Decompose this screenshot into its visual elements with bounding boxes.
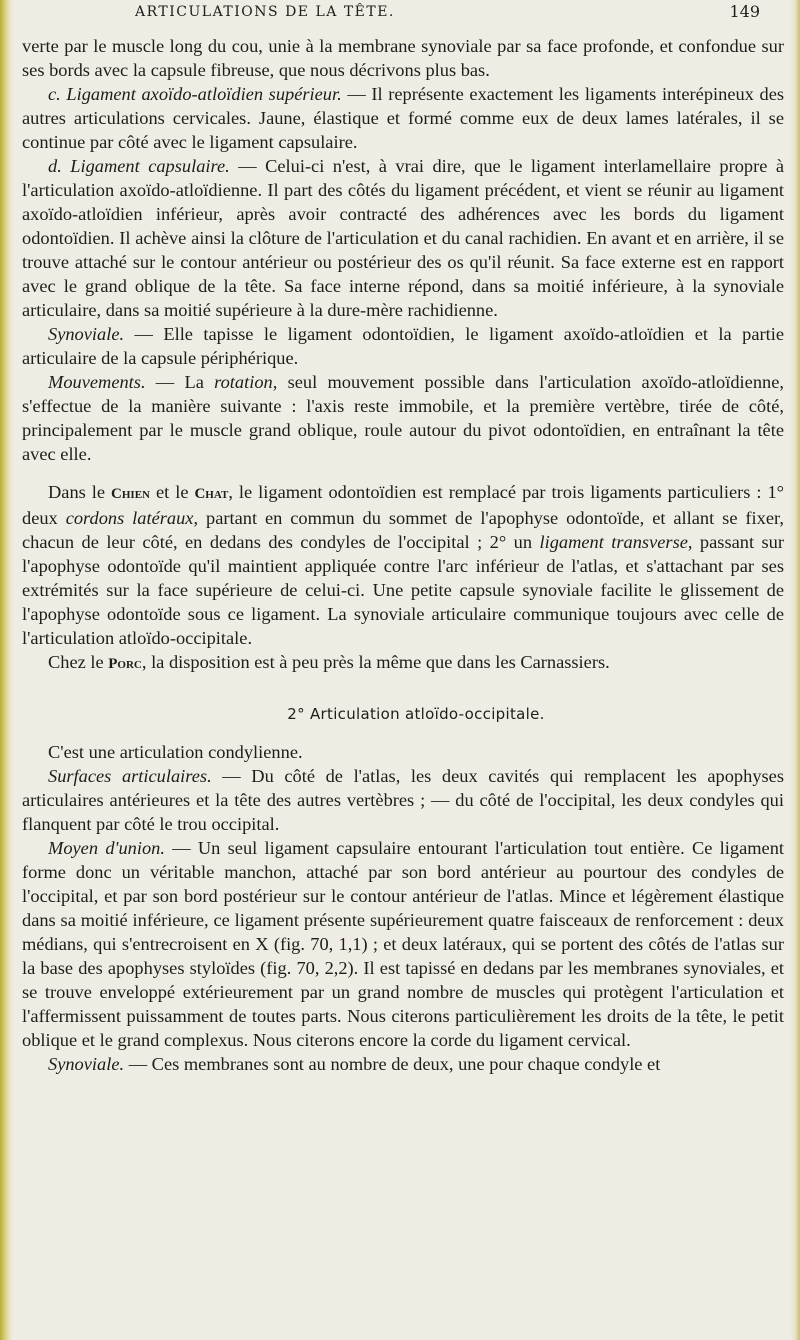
paragraph-porc: Chez le Porc, la disposition est à peu près la même que dans les Carnassiers. xyxy=(48,652,610,672)
paragraph-surfaces: Surfaces articulaires. — Du côté de l'atlas, les deux cavités qui remplacent les apophyses articulaires antérieures et la tête des autres vertèbres ; — du côté de l'occipital, les deux condyles qui flanquent par côté le trou occipital. xyxy=(22,766,784,834)
paragraph-ligament-capsulaire: d. Ligament capsulaire. — Celui-ci n'est, à vrai dire, que le ligament interlamellaire propre à l'articulation axoïdo-atloïdienne. Il part des côtés du ligament précédent, et vient se réunir au ligament axoïdo-atloïdien inférieur, après avoir contracté des adhérences avec les bords du ligament odontoïdien. Il achève ainsi la clôture de l'articulation et du canal rachidien. En avant et en arrière, il se trouve attaché sur le contour antérieur ou postérieur des os qu'il réunit. Sa face externe est en rapport avec le grand oblique de la tête. Sa face interne répond, dans sa moitié inférieure, à la synoviale articulaire, dans sa moitié supérieure à la dure-mère rachidienne. xyxy=(22,156,784,320)
label-mouvements: Mouvements. xyxy=(48,372,146,392)
paragraph-moyen-union: Moyen d'union. — Un seul ligament capsulaire entourant l'articulation tout entière. Ce ligament forme donc un véritable manchon, attaché par son bord antérieur au pourtour des condyles de l'occipital, et par son bord postérieur sur le contour antérieur de l'atlas. Mince et légèrement élastique dans sa moitié inférieure, ce ligament présente supérieurement quatre faisceaux de renforcement : deux médians, qui s'entrecroisent en X (fig. 70, 1,1) ; et deux latéraux, qui se portent des côtés de l'atlas sur la base des apophyses styloïdes (fig. 70, 2,2). Il est tapissé en dedans par les membranes synoviales, et se trouve enveloppé extérieurement par un grand nombre de muscles qui protègent l'articulation et l'affermissent puissamment de toutes parts. Nous citerons particulièrement les droits de la tête, le petit oblique et le grand complexus. Nous citerons encore la corde du ligament cervical. xyxy=(22,838,785,1050)
paragraph-mouvements: Mouvements. — La rotation, seul mouvement possible dans l'articulation axoïdo-atloïdienne, s'effectue de la manière suivante : l'axis reste immobile, et la première vertèbre, tirée de côté, principalement par le muscle grand oblique, roule autour du pivot odontoïdien, en entraînant la tête avec elle. xyxy=(22,372,784,464)
section-heading: 2° Articulation atloïdo-occipitale. xyxy=(287,705,545,723)
label-surfaces: Surfaces articulaires. xyxy=(48,766,212,786)
paragraph-chien-chat: Dans le Chien et le Chat, le ligament odontoïdien est remplacé par trois ligaments particuliers : 1° deux cordons latéraux, partant en commun du sommet de l'apophyse odontoïde, et allant se fixer, chacun de leur côté, en dedans des condyles de l'occipital ; 2° un ligament transverse, passant sur l'apophyse odontoïde qu'il maintient appliquée contre l'arc inférieur de l'atlas, et s'attachant par ses extrémités sur la face supérieure de celui-ci. Une petite capsule synoviale facilite le glissement de l'apophyse odontoïde sous ce ligament. La synoviale articulaire communique toujours avec celle de l'articulation atloïdo-occipitale. xyxy=(22,482,785,648)
label-ligament-capsulaire: d. Ligament capsulaire. xyxy=(48,156,230,176)
label-synoviale-2: Synoviale. xyxy=(48,1054,125,1074)
page-binding-edge-left xyxy=(0,0,14,1340)
running-title: ARTICULATIONS DE LA TÊTE. xyxy=(135,4,395,20)
animal-porc: Porc xyxy=(108,656,142,672)
paragraph-synoviale-2: Synoviale. — Ces membranes sont au nombre de deux, une pour chaque condyle et xyxy=(48,1054,661,1074)
spacer xyxy=(22,466,784,480)
animal-chien: Chien xyxy=(111,486,150,502)
label-moyen-union: Moyen d'union. xyxy=(48,838,165,858)
label-synoviale: Synoviale. xyxy=(48,324,125,344)
paragraph-1: verte par le muscle long du cou, unie à la membrane synoviale par sa face profonde, et confondue sur ses bords avec la capsule fibreuse, que nous décrivons plus bas. xyxy=(22,36,784,80)
spacer xyxy=(22,726,784,740)
page-number: 149 xyxy=(729,2,760,21)
label-ligament-superieur: c. Ligament axoïdo-atloïdien supérieur. xyxy=(48,84,342,104)
paragraph-synoviale: Synoviale. — Elle tapisse le ligament odontoïdien, le ligament axoïdo-atloïdien et la partie articulaire de la capsule périphérique. xyxy=(22,324,784,368)
paragraph-condylienne: C'est une articulation condylienne. xyxy=(48,742,303,762)
page-binding-edge-right xyxy=(790,0,800,1340)
animal-chat: Chat xyxy=(194,486,229,502)
spacer xyxy=(22,676,784,702)
page-body xyxy=(22,34,784,1076)
paragraph-ligament-superieur: c. Ligament axoïdo-atloïdien supérieur. — Il représente exactement les ligaments interépineux des autres articulations cervicales. Jaune, élastique et formé comme eux de deux lames latérales, il se continue par côté avec le ligament capsulaire. xyxy=(22,84,785,152)
